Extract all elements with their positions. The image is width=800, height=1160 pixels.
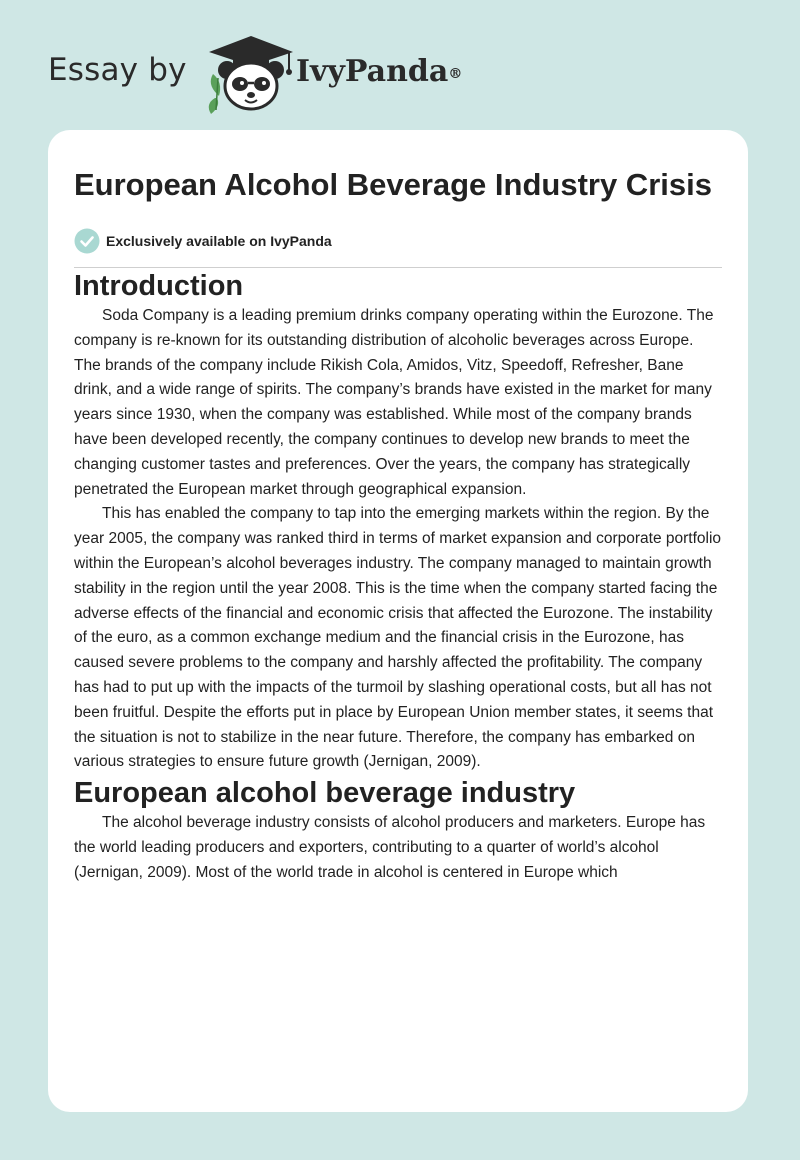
registered-mark: ® [448,66,463,82]
exclusive-label: Exclusively available on IvyPanda [106,233,332,249]
section-heading-industry: European alcohol beverage industry [74,777,576,810]
essay-card [48,130,748,1112]
site-header [48,30,508,110]
section-heading-introduction: Introduction [74,270,244,302]
paragraph: This has enabled the company to tap into the emerging markets within the region. By the year 2005, the company was ranked third in terms of market expansion and corporate portfolio within the European’s alcohol beverages industry. The company managed to maintain growth stability in the region until the year 2008. This is the time when the company started facing the adverse effects of the financial and economic crisis that affected the Eurozone. The instability of the euro, as a common exchange medium and the financial crisis in the Eurozone, has caused severe problems to the company and harshly affected the profitability. The company has had to put up with the impacts of the turmoil by slashing operational costs, but all has not been fruitful. Despite the efforts put in place by European Union member states, it seems that the situation is not to stabilize in the near future. Therefore, the company has embarked on various strategies to ensure future growth (Jernigan, 2009). [74,505,722,771]
paragraph: Soda Company is a leading premium drinks company operating within the Eurozone. The company is re-known for its outstanding distribution of alcoholic beverages across Europe. The brands of the company include Rikish Cola, Amidos, Vitz, Speedoff, Refresher, Bane drink, and a wide range of spirits. The company’s brands have existed in the market for many years since 1930, when the company was established. While most of the company brands have been developed recently, the company continues to develop new brands to meet the changing customer tastes and preferences. Over the years, the company has strategically penetrated the European market through geographical expansion. [74,307,714,498]
essay-content [74,164,724,886]
paragraph: The alcohol beverage industry consists of alcohol producers and marketers. Europe has the world leading producers and exporters, contributing to a quarter of world’s alcohol (Jernigan, 2009). Most of the world trade in alcohol is centered in Europe which [74,814,706,881]
brand-logo-text[interactable] [296,54,462,90]
panda-graduate-icon[interactable] [203,34,299,114]
essay-title: European Alcohol Beverage Industry Crisis [74,167,712,202]
essay-by-label: Essay by [48,52,187,88]
exclusive-badge [74,227,724,255]
check-badge-icon [74,228,100,254]
brand-name: IvyPanda [296,54,449,89]
